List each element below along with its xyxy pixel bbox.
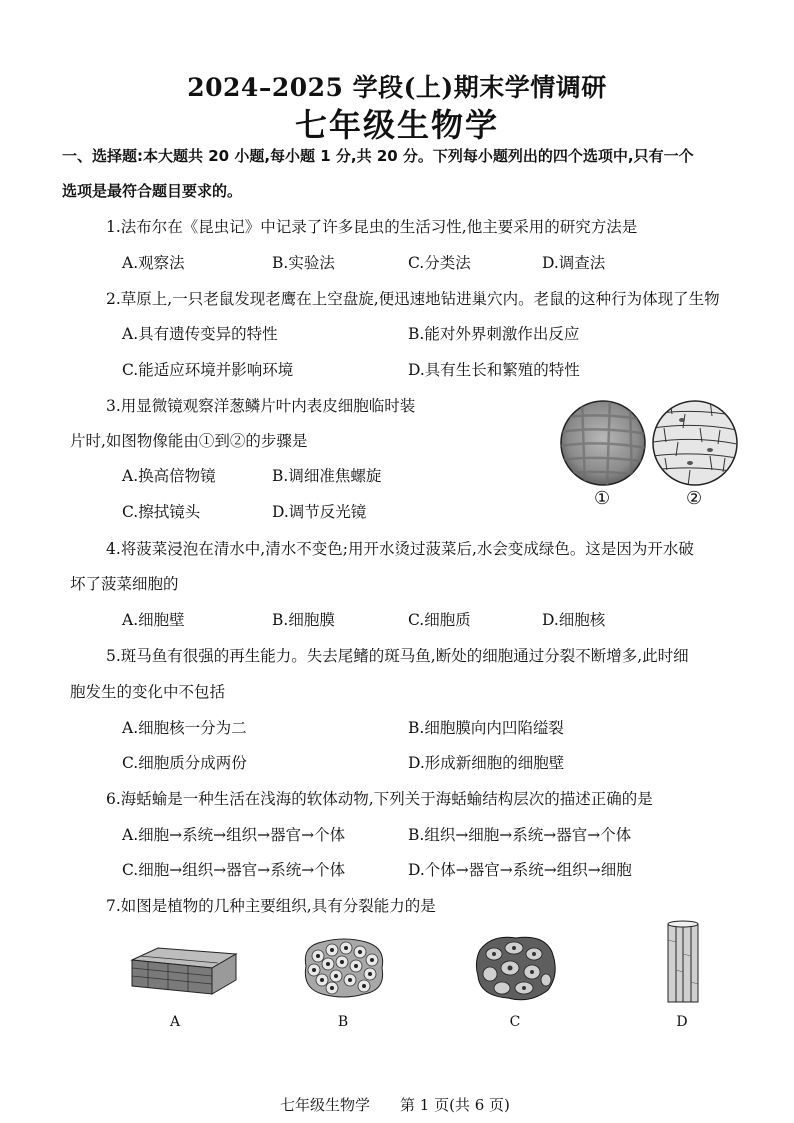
q5-option-d: D.形成新细胞的细胞壁 (408, 754, 565, 772)
q2-option-b: B.能对外界刺激作出反应 (408, 325, 580, 343)
tissue-label-a: A (169, 1014, 181, 1030)
tissue-c-figure (472, 930, 558, 1004)
tissue-d-figure (664, 920, 704, 1006)
q6-option-b: B.组织→细胞→系统→器官→个体 (408, 826, 632, 844)
q4-stem-line1: 4.将菠菜浸泡在清水中,清水不变色;用开水烫过菠菜后,水会变成绿色。这是因为开水破 (106, 540, 694, 558)
tissue-label-b: B (337, 1014, 349, 1030)
q5-option-c: C.细胞质分成两份 (122, 754, 247, 772)
exam-title: 2024–2025 学段(上)期末学情调研 (187, 73, 607, 102)
q5-stem-line2: 胞发生的变化中不包括 (70, 683, 226, 701)
clear-cell-view (653, 400, 737, 486)
q2-option-a: A.具有遗传变异的特性 (122, 325, 278, 343)
section-instruction-line1: 一、选择题:本大题共 20 小题,每小题 1 分,共 20 分。下列每小题列出的四个选项中,只有一个 (62, 147, 694, 165)
q3-stem-line1: 3.用显微镜观察洋葱鳞片叶内表皮细胞临时装 (106, 397, 416, 415)
q6-option-a: A.细胞→系统→组织→器官→个体 (122, 826, 346, 844)
figure-label-1: ① (594, 488, 611, 509)
q6-option-d: D.个体→器官→系统→组织→细胞 (408, 861, 632, 879)
q1-option-a: A.观察法 (122, 254, 185, 272)
page-footer: 七年级生物学 第 1 页(共 6 页) (280, 1096, 510, 1114)
q6-stem: 6.海蛞蝓是一种生活在浅海的软体动物,下列关于海蛞蝓结构层次的描述正确的是 (106, 790, 653, 808)
q4-option-d: D.细胞核 (542, 611, 606, 629)
tissue-b-figure (300, 936, 388, 1000)
q1-option-b: B.实验法 (272, 254, 335, 272)
q5-option-b: B.细胞膜向内凹陷缢裂 (408, 719, 564, 737)
q5-option-a: A.细胞核一分为二 (122, 719, 247, 737)
q7-stem: 7.如图是植物的几种主要组织,具有分裂能力的是 (106, 897, 436, 915)
q6-option-c: C.细胞→组织→器官→系统→个体 (122, 861, 346, 879)
subject-title: 七年级生物学 (294, 106, 499, 144)
q2-option-c: C.能适应环境并影响环境 (122, 361, 294, 379)
q4-option-c: C.细胞质 (408, 611, 471, 629)
tissue-label-c: C (509, 1014, 521, 1030)
q4-stem-line2: 坏了菠菜细胞的 (70, 575, 179, 593)
q3-option-b: B.调细准焦螺旋 (272, 467, 382, 485)
q5-stem-line1: 5.斑马鱼有很强的再生能力。失去尾鳍的斑马鱼,断处的细胞通过分裂不断增多,此时细 (106, 647, 689, 665)
q2-option-d: D.具有生长和繁殖的特性 (408, 361, 580, 379)
microscope-views-figure (560, 400, 740, 486)
q4-option-a: A.细胞壁 (122, 611, 185, 629)
q1-stem: 1.法布尔在《昆虫记》中记录了许多昆虫的生活习性,他主要采用的研究方法是 (106, 218, 638, 236)
q3-option-c: C.擦拭镜头 (122, 503, 201, 521)
q1-option-d: D.调查法 (542, 254, 606, 272)
figure-label-2: ② (686, 488, 703, 509)
q4-option-b: B.细胞膜 (272, 611, 335, 629)
q3-stem-line2: 片时,如图物像能由①到②的步骤是 (70, 432, 308, 450)
section-instruction-line2: 选项是最符合题目要求的。 (62, 182, 243, 200)
blurry-cell-view (560, 400, 646, 486)
q1-option-c: C.分类法 (408, 254, 471, 272)
tissue-label-d: D (676, 1014, 688, 1030)
q3-option-d: D.调节反光镜 (272, 503, 367, 521)
q3-option-a: A.换高倍物镜 (122, 467, 216, 485)
q2-stem: 2.草原上,一只老鼠发现老鹰在上空盘旋,便迅速地钻进巢穴内。老鼠的这种行为体现了生物 (106, 290, 720, 308)
tissue-a-figure (128, 946, 238, 1000)
